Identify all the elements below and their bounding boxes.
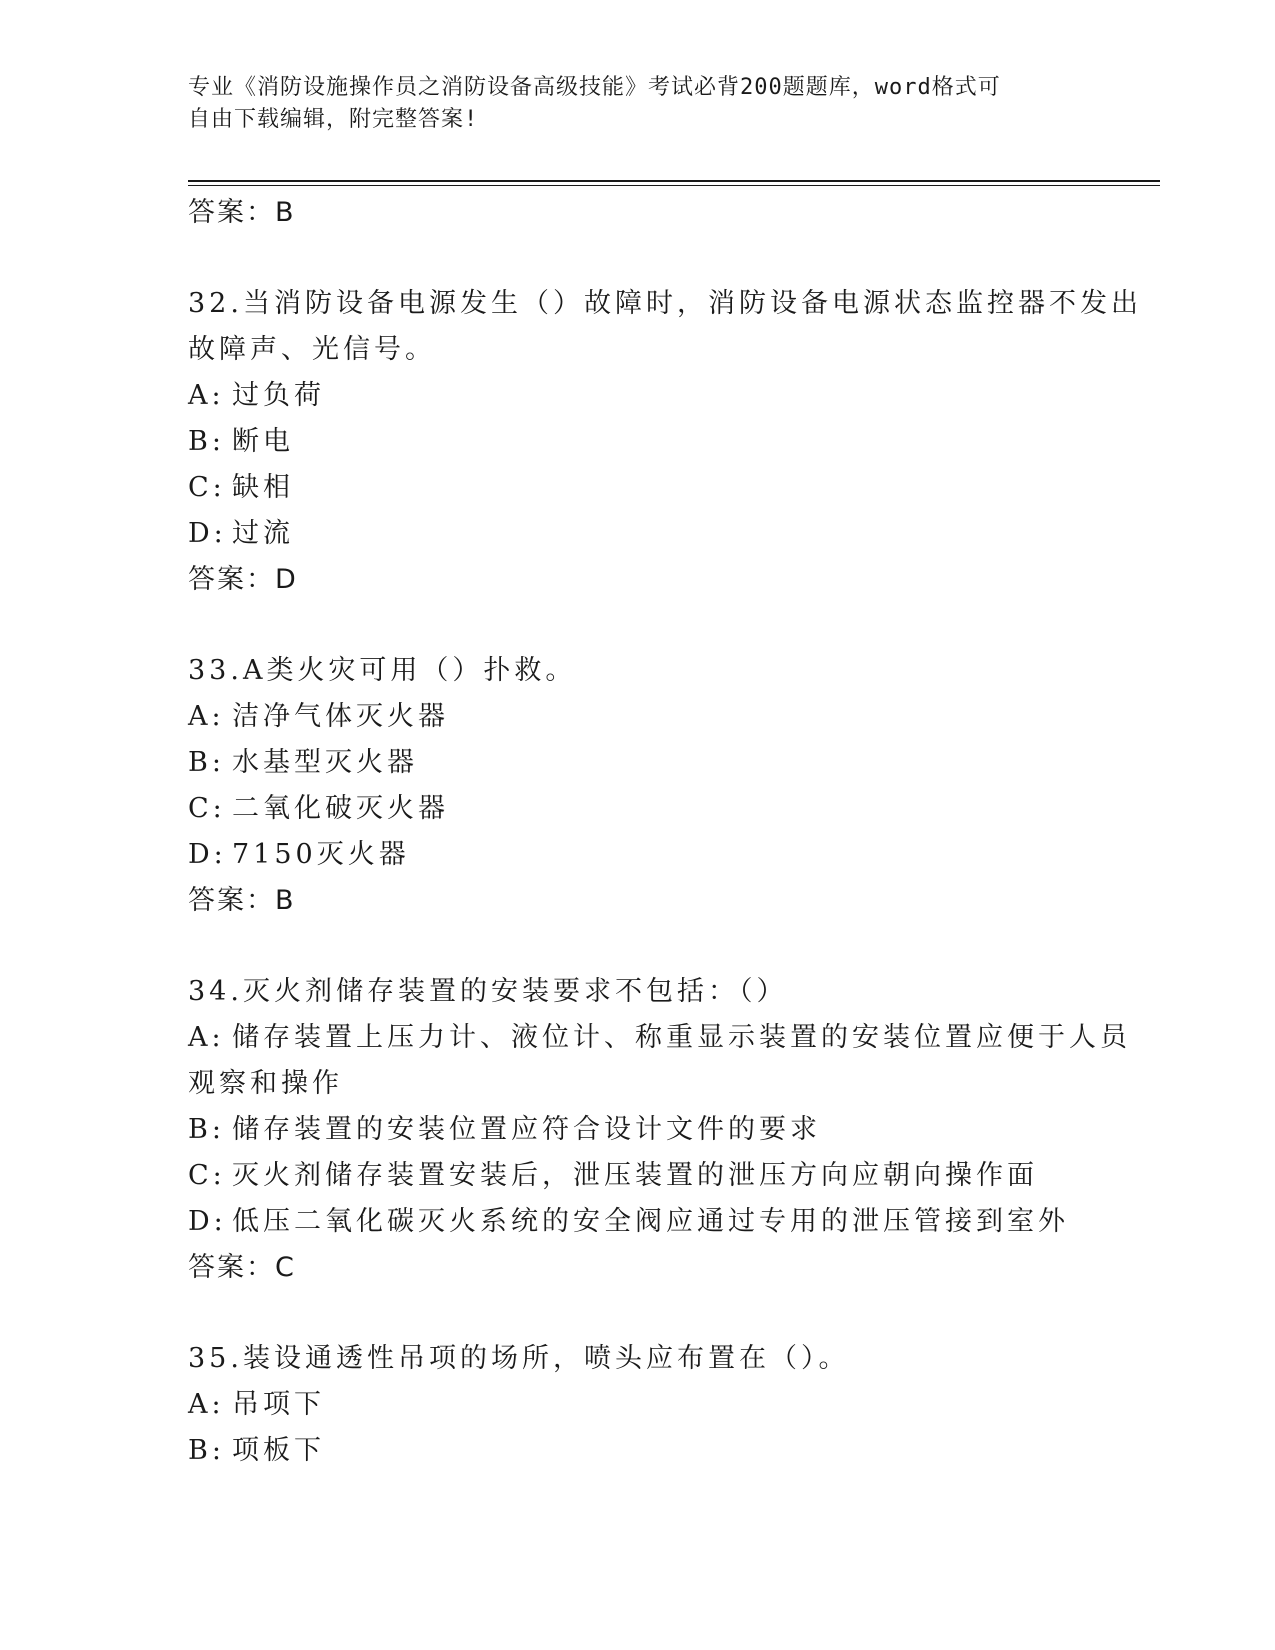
option-text: 过流 (232, 518, 294, 549)
divider-thin-line (188, 185, 1160, 186)
option-letter: C: (188, 472, 226, 503)
header-line-2: 自由下载编辑，附完整答案! (188, 107, 479, 132)
option-letter: B: (188, 747, 225, 778)
header-line-1: 专业《消防设施操作员之消防设备高级技能》考试必背200题题库，word格式可 (188, 75, 1001, 100)
option-letter: A: (188, 701, 225, 732)
option-text: 低压二氧化碳灭火系统的安全阀应通过专用的泄压管接到室外 (232, 1206, 1069, 1237)
option-letter: D: (188, 839, 227, 870)
option-text: 缺相 (232, 472, 294, 503)
option-letter: D: (188, 1206, 227, 1237)
option-letter: C: (188, 1160, 226, 1191)
header-divider (188, 180, 1160, 186)
option-a-continued: 观察和操作 (188, 1068, 343, 1099)
option-a (188, 694, 1088, 740)
option-letter: A: (188, 1389, 225, 1420)
option-text: 过负荷 (232, 380, 325, 411)
question-title-continued: 故障声、光信号。 (188, 334, 436, 365)
question-title: 33.A类火灾可用（）扑救。 (188, 655, 577, 686)
previous-answer: 答案：B (188, 197, 296, 228)
divider-thick-line (188, 180, 1160, 182)
option-text: 储存装置上压力计、液位计、称重显示装置的安装位置应便于人员 (232, 1022, 1131, 1053)
option-d (188, 1199, 1088, 1245)
option-a (188, 373, 1088, 419)
question-33 (188, 648, 1088, 924)
option-c (188, 786, 1088, 832)
option-b (188, 419, 1088, 465)
option-text: 7150灭火器 (232, 839, 410, 870)
option-text: 储存装置的安装位置应符合设计文件的要求 (232, 1114, 821, 1145)
option-letter: B: (188, 426, 225, 457)
option-a (188, 1015, 1131, 1061)
option-letter: B: (188, 1435, 225, 1466)
question-35 (188, 1336, 1088, 1474)
question-32 (188, 281, 1142, 603)
spacer (188, 1291, 1088, 1336)
option-text: 灭火剂储存装置安装后，泄压装置的泄压方向应朝向操作面 (232, 1160, 1038, 1191)
option-text: 洁净气体灭火器 (232, 701, 449, 732)
question-34 (188, 969, 1131, 1291)
answer: 答案：D (188, 564, 298, 595)
option-a (188, 1382, 1088, 1428)
option-b (188, 740, 1088, 786)
option-d (188, 511, 1088, 557)
option-text: 项板下 (232, 1435, 325, 1466)
option-letter: A: (188, 1022, 225, 1053)
answer: 答案：B (188, 885, 296, 916)
option-c (188, 465, 1088, 511)
option-letter: D: (188, 518, 227, 549)
question-list (188, 190, 1142, 1474)
option-text: 二氧化破灭火器 (232, 793, 449, 824)
answer: 答案：C (188, 1252, 296, 1283)
question-title: 35.装设通透性吊项的场所，喷头应布置在（）。 (188, 1343, 850, 1374)
question-title: 34.灭火剂储存装置的安装要求不包括：（） (188, 976, 788, 1007)
option-letter: B: (188, 1114, 225, 1145)
option-d (188, 832, 1088, 878)
question-title: 32.当消防设备电源发生（）故障时，消防设备电源状态监控器不发出 (188, 288, 1142, 319)
spacer (188, 603, 1088, 648)
spacer (188, 236, 1088, 281)
option-letter: A: (188, 380, 225, 411)
document-header (188, 72, 1088, 136)
option-b (188, 1428, 1088, 1474)
option-letter: C: (188, 793, 226, 824)
option-c (188, 1153, 1088, 1199)
option-b (188, 1107, 1088, 1153)
option-text: 断电 (232, 426, 294, 457)
spacer (188, 924, 1088, 969)
option-text: 吊项下 (232, 1389, 325, 1420)
option-text: 水基型灭火器 (232, 747, 418, 778)
